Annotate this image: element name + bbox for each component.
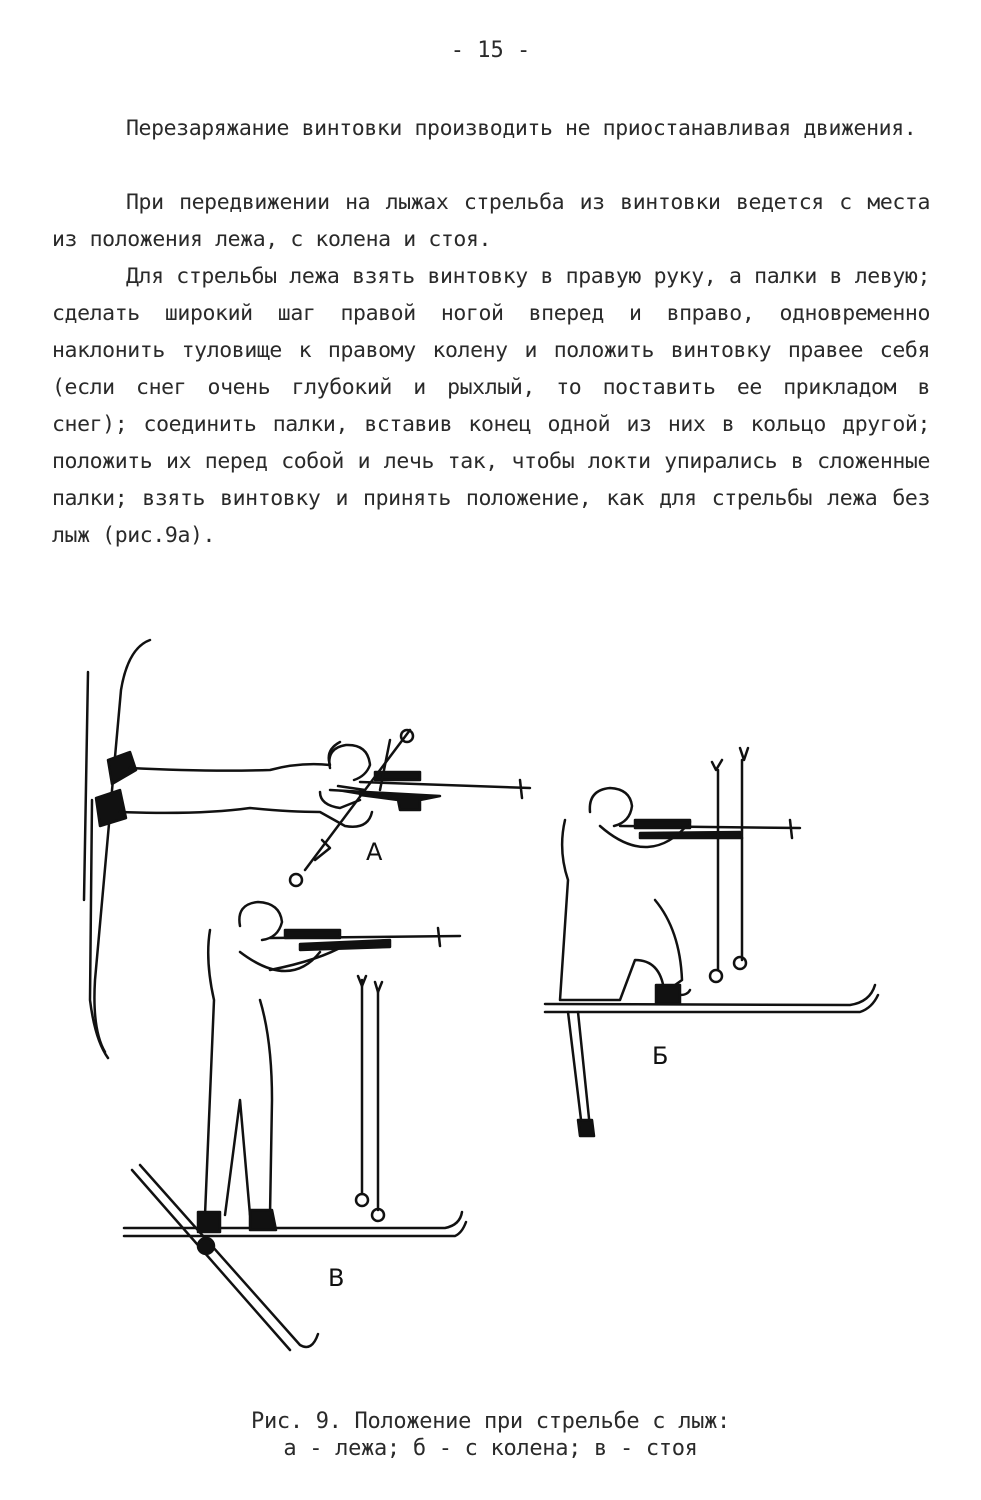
label-v: В xyxy=(328,1264,345,1292)
standing-shooter-drawing xyxy=(124,902,466,1350)
figure-shooting-positions xyxy=(0,590,981,1400)
label-b: Б xyxy=(652,1042,669,1070)
paragraph-positions: При передвижении на лыжах стрельба из винтовки ведется с места из положения лежа, с колена и стоя. xyxy=(52,190,930,252)
prone-shooter-drawing xyxy=(84,640,530,1058)
label-a: А xyxy=(366,838,383,866)
page-number: - 15 - xyxy=(450,38,531,63)
caption-line-1: Рис. 9. Положение при стрельбе с лыж: xyxy=(251,1409,730,1434)
paragraph-prone-instructions: Для стрельбы лежа взять винтовку в правую руку, а палки в левую; сделать широкий шаг правой ногой вперед и вправо, одновременно наклонить туловище к правому колену и положить винтовку правее себя (если снег очень глубокий и рыхлый, то поставить ее прикладом в снег); соединить палки, вставив конец одной из них в кольцо другой; положить их перед собой и лечь так, чтобы локти упирались в сложенные палки; взять винтовку и принять положение, как для стрельбы лежа без лыж (рис.9а). xyxy=(52,264,930,548)
kneeling-shooter-drawing xyxy=(545,748,878,1136)
paragraph-reloading: Перезаряжание винтовки производить не приостанавливая движения. xyxy=(126,116,917,141)
caption-line-2: а - лежа; б - с колена; в - стоя xyxy=(283,1436,698,1461)
figure-caption xyxy=(0,1408,981,1462)
